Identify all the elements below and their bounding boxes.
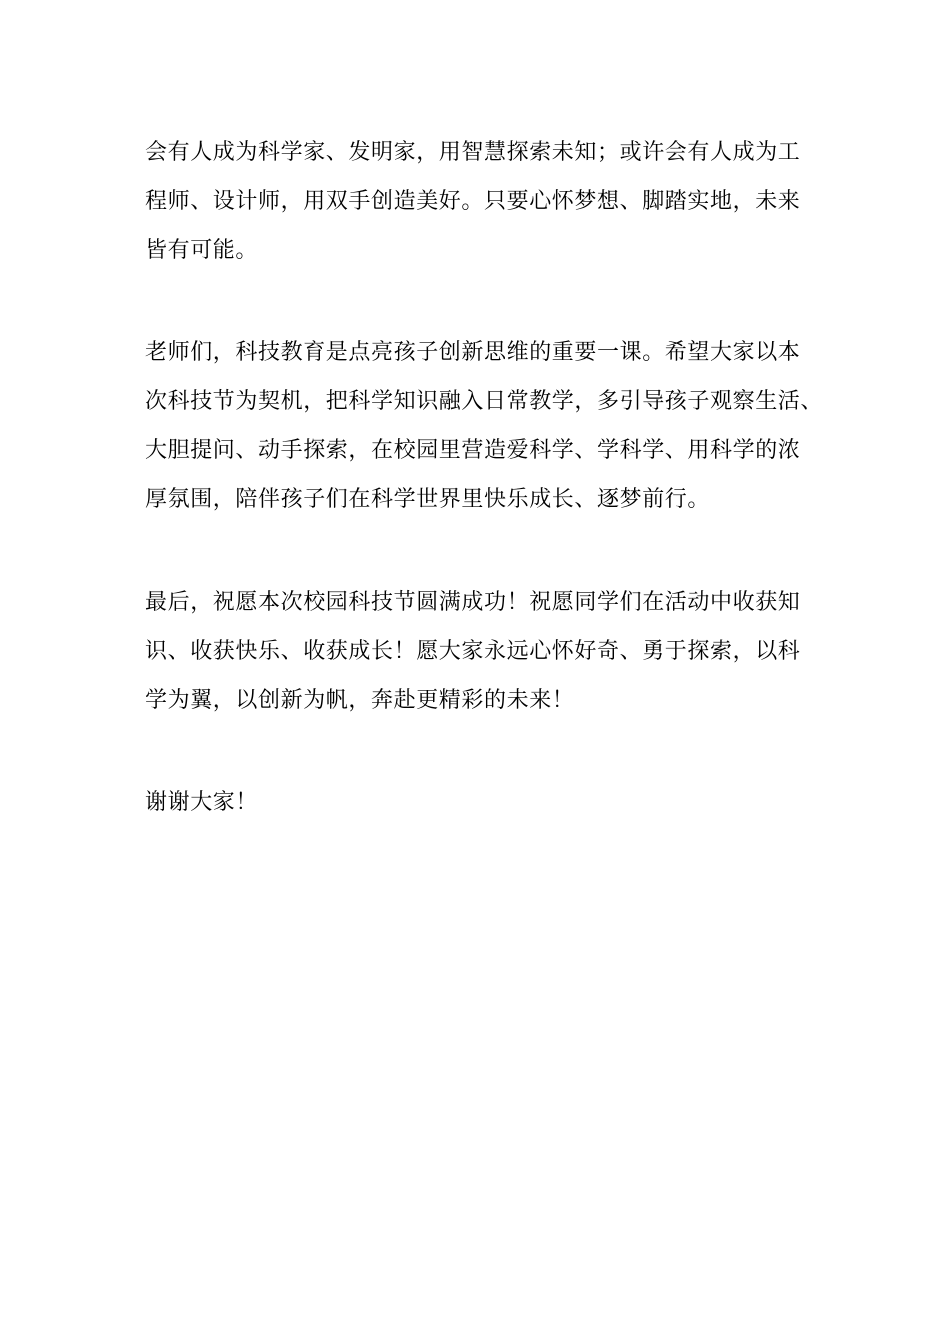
paragraph-line: 厚氛围，陪伴孩子们在科学世界里快乐成长、逐梦前行。 [145, 487, 711, 512]
paragraph-line: 谢谢大家！ [145, 790, 259, 815]
paragraph-line: 大胆提问、动手探索，在校园里营造爱科学、学科学、用科学的浓 [145, 438, 801, 463]
paragraph-line: 程师、设计师，用双手创造美好。只要心怀梦想、脚踏实地，未来 [145, 189, 801, 214]
paragraph-line: 次科技节为契机，把科学知识融入日常教学，多引导孩子观察生活、 [145, 389, 824, 414]
paragraph-line: 学为翼，以创新为帆，奔赴更精彩的未来！ [145, 688, 575, 713]
paragraph-line: 皆有可能。 [145, 238, 259, 263]
paragraph-line: 最后，祝愿本次校园科技节圆满成功！祝愿同学们在活动中收获知 [145, 590, 801, 615]
paragraph-line: 识、收获快乐、收获成长！愿大家永远心怀好奇、勇于探索，以科 [145, 639, 801, 664]
paragraph-line: 老师们，科技教育是点亮孩子创新思维的重要一课。希望大家以本 [145, 340, 801, 365]
paragraph-line: 会有人成为科学家、发明家，用智慧探索未知；或许会有人成为工 [145, 140, 801, 165]
